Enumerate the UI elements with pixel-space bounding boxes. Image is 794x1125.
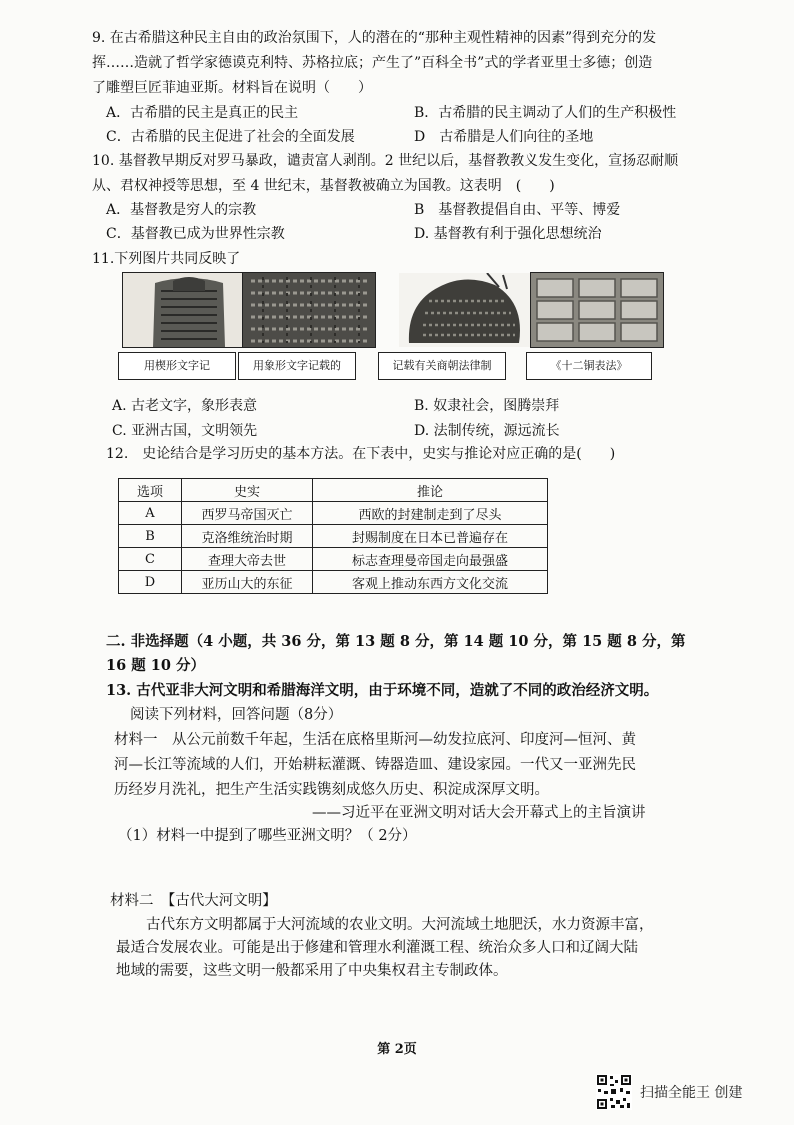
row-option: A bbox=[119, 502, 182, 525]
q9-line-3: 了雕塑巨匠菲迪亚斯。材料旨在说明（ ） bbox=[92, 80, 372, 96]
q10-option-a: A．基督教是穷人的宗教 bbox=[106, 202, 257, 218]
material1-source: ——习近平在亚洲文明对话大会开幕式上的主旨演讲 bbox=[312, 805, 646, 821]
header-option: 选项 bbox=[119, 479, 182, 502]
q10-option-d: D. 基督教有利于强化思想统治 bbox=[414, 226, 602, 242]
row-fact: 克洛维统治时期 bbox=[182, 525, 313, 548]
table-row bbox=[119, 502, 548, 525]
bronze-inscription-image bbox=[398, 272, 532, 348]
section2-heading-line-2: 16 题 10 分） bbox=[106, 657, 206, 674]
table-header-row bbox=[119, 479, 548, 502]
caption-cuneiform: 用楔形文字记 bbox=[118, 352, 236, 380]
caption-hieroglyph: 用象形文字记载的 bbox=[238, 352, 356, 380]
section2-heading-line-1: 二. 非选择题（4 小题，共 36 分，第 13 题 8 分，第 14 题 10 分，第 15 题 8 分，第 bbox=[106, 633, 686, 650]
table-row bbox=[119, 571, 548, 594]
header-inference: 推论 bbox=[313, 479, 548, 502]
twelve-tables-image bbox=[530, 272, 664, 348]
material2-line-3: 地域的需要，这些文明一般都采用了中央集权君主专制政体。 bbox=[116, 963, 508, 979]
q11-option-a: A. 古老文字，象形表意 bbox=[112, 398, 258, 414]
q9-option-a: A．古希腊的民主是真正的民主 bbox=[106, 105, 299, 121]
hieroglyph-stone-image bbox=[242, 272, 376, 348]
caption-twelve-tables: 《十二铜表法》 bbox=[526, 352, 652, 380]
material1-line-1: 材料一 从公元前数千年起，生活在底格里斯河—幼发拉底河、印度河—恒河、黄 bbox=[114, 732, 636, 748]
caption-shang-law: 记载有关商朝法律制 bbox=[378, 352, 506, 380]
row-inference: 标志查理曼帝国走向最强盛 bbox=[313, 548, 548, 571]
q11-option-d: D. 法制传统，源远流长 bbox=[414, 423, 560, 439]
q11-option-b: B. 奴隶社会，图腾崇拜 bbox=[414, 398, 560, 414]
row-option: D bbox=[119, 571, 182, 594]
q9-line-1: 9. 在古希腊这种民主自由的政治氛围下，人的潜在的“那种主观性精神的因素”得到充分的发 bbox=[92, 30, 657, 46]
q12-stem: 12. 史论结合是学习历史的基本方法。在下表中，史实与推论对应正确的是( ) bbox=[106, 446, 616, 462]
q10-option-c: C．基督教已成为世界性宗教 bbox=[106, 226, 285, 242]
q9-option-d: D 古希腊是人们向往的圣地 bbox=[414, 129, 594, 145]
material2-line-2: 最适合发展农业。可能是出于修建和管理水利灌溉工程、统治众多人口和辽阔大陆 bbox=[116, 940, 638, 956]
header-fact: 史实 bbox=[182, 479, 313, 502]
q9-line-2: 挥……造就了哲学家德谟克利特、苏格拉底；产生了”百科全书”式的学者亚里士多德；创造 bbox=[92, 55, 653, 71]
row-fact: 亚历山大的东征 bbox=[182, 571, 313, 594]
material1-line-2: 河—长江等流域的人们，开始耕耘灌溉、铸器造皿、建设家园。一代又一亚洲先民 bbox=[114, 757, 636, 773]
q10-line-1: 10. 基督教早期反对罗马暴政，谴责富人剥削。2 世纪以后，基督教教义发生变化，宣扬忍耐顺 bbox=[92, 153, 679, 169]
qr-code-icon bbox=[596, 1074, 632, 1110]
row-inference: 西欧的封建制走到了尽头 bbox=[313, 502, 548, 525]
q13-instruction: 阅读下列材料，回答问题（8分） bbox=[130, 707, 343, 723]
q13-stem: 13. 古代亚非大河文明和希腊海洋文明，由于环境不同，造就了不同的政治经济文明。 bbox=[106, 682, 659, 699]
row-fact: 西罗马帝国灭亡 bbox=[182, 502, 313, 525]
cuneiform-tablet-image bbox=[122, 272, 256, 348]
q10-line-2: 从、君权神授等思想，至 4 世纪末，基督教被确立为国教。这表明 ( ) bbox=[92, 178, 555, 194]
material2-title: 材料二 【古代大河文明】 bbox=[110, 893, 277, 909]
material1-line-3: 历经岁月洗礼，把生产生活实践镌刻成悠久历史、积淀成深厚文明。 bbox=[114, 782, 549, 798]
page-number: 第 2页 bbox=[377, 1042, 417, 1057]
row-option: C bbox=[119, 548, 182, 571]
row-fact: 查理大帝去世 bbox=[182, 548, 313, 571]
q11-stem: 11.下列图片共同反映了 bbox=[92, 251, 241, 267]
material2-line-1: 古代东方文明都属于大河流域的农业文明。大河流域土地肥沃，水力资源丰富， bbox=[146, 917, 654, 933]
table-row bbox=[119, 525, 548, 548]
scanner-brand-label: 扫描全能王 创建 bbox=[640, 1085, 743, 1101]
q9-option-c: C．古希腊的民主促进了社会的全面发展 bbox=[106, 129, 355, 145]
row-option: B bbox=[119, 525, 182, 548]
row-inference: 封赐制度在日本已普遍存在 bbox=[313, 525, 548, 548]
q10-option-b: B 基督教提倡自由、平等、博爱 bbox=[414, 202, 621, 218]
row-inference: 客观上推动东西方文化交流 bbox=[313, 571, 548, 594]
q9-option-b: B．古希腊的民主调动了人们的生产积极性 bbox=[414, 105, 677, 121]
table-row bbox=[119, 548, 548, 571]
history-table bbox=[118, 478, 548, 594]
q11-option-c: C. 亚洲古国，文明领先 bbox=[112, 423, 258, 439]
q13-sub-question-1: （1）材料一中提到了哪些亚洲文明？（ 2分） bbox=[118, 828, 417, 844]
